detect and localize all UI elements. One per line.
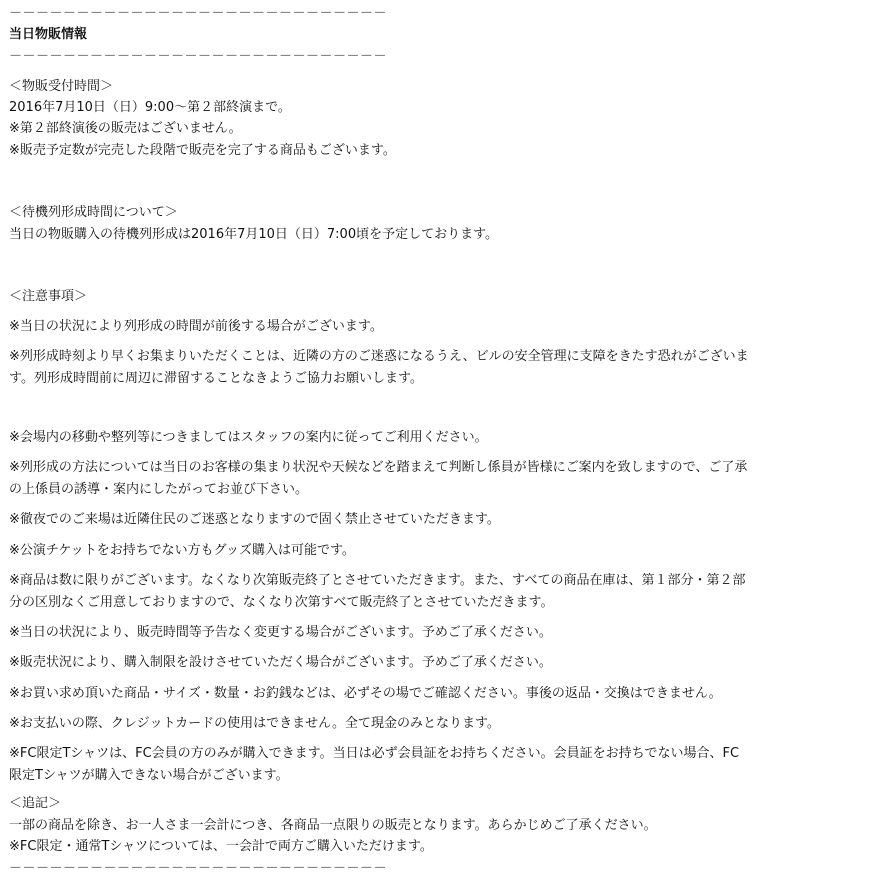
notes-line: ※会場内の移動や整列等につきましてはスタッフの案内に従ってご利用ください。: [9, 430, 488, 445]
notes-line: ※商品は数に限りがございます。なくなり次第販売終了とさせていただきます。また、すべての商品在庫は、第１部分・第２部: [9, 573, 746, 588]
notes-heading: ＜注意事項＞: [9, 289, 88, 304]
separator-top: －－－－－－－－－－－－－－－－－－－－－－－－－－－－: [9, 6, 388, 21]
notes-line: ※当日の状況により、販売時間等予告なく変更する場合がございます。予めご了承ください。: [9, 625, 552, 640]
sales-time-line: 2016年7月10日（日）9:00〜第２部終演まで。: [9, 100, 291, 115]
sales-time-line: ※第２部終演後の販売はございません。: [9, 121, 242, 136]
notes-line: 分の区別なくご用意しておりますので、なくなり次第すべて販売終了とさせていただきます。: [9, 595, 554, 610]
notes-line: ※徹夜でのご来場は近隣住民のご迷惑となりますので固く禁止させていただきます。: [9, 512, 500, 527]
notes-line: 限定Tシャツが購入できない場合がございます。: [9, 768, 289, 783]
notes-line: ※公演チケットをお持ちでない方もグッズ購入は可能です。: [9, 543, 355, 558]
notes-line: の上係員の誘導・案内にしたがってお並び下さい。: [9, 482, 309, 497]
notes-line: ※お買い求め頂いた商品・サイズ・数量・お釣銭などは、必ずその場でご確認ください。事後の返品・交換はできません。: [9, 686, 722, 701]
notes-line: ※列形成時刻より早くお集まりいただくことは、近隣の方のご迷惑になるうえ、ビルの安全管理に支障をきたす恐れがございま: [9, 349, 749, 364]
postscript-line: 一部の商品を除き、お一人さま一会計につき、各商品一点限りの販売となります。あらかじめご了承ください。: [9, 818, 657, 833]
notes-line: ※FC限定Tシャツは、FC会員の方のみが購入できます。当日は必ず会員証をお持ちください。会員証をお持ちでない場合、FC: [9, 746, 740, 761]
page-title: 当日物販情報: [9, 27, 88, 42]
sales-time-heading: ＜物販受付時間＞: [9, 79, 114, 94]
separator-under-title: －－－－－－－－－－－－－－－－－－－－－－－－－－－－: [9, 49, 388, 64]
separator-bottom: －－－－－－－－－－－－－－－－－－－－－－－－－－－－: [9, 861, 388, 876]
sales-time-line: ※販売予定数が完売した段階で販売を完了する商品もございます。: [9, 143, 396, 158]
queue-time-heading: ＜待機列形成時間について＞: [9, 205, 178, 220]
notes-line: す。列形成時間前に周辺に滞留することなきようご協力お願いします。: [9, 371, 423, 386]
queue-time-line: 当日の物販購入の待機列形成は2016年7月10日（日）7:00頃を予定しております。: [9, 227, 499, 242]
notes-line: ※販売状況により、購入制限を設けさせていただく場合がございます。予めご了承ください。: [9, 655, 552, 670]
notes-line: ※列形成の方法については当日のお客様の集まり状況や天候などを踏まえて判断し係員が皆様にご案内を致しますので、ご了承: [9, 460, 748, 475]
postscript-heading: ＜追記＞: [9, 796, 62, 811]
notes-line: ※お支払いの際、クレジットカードの使用はできません。全て現金のみとなります。: [9, 716, 500, 731]
notes-line: ※当日の状況により列形成の時間が前後する場合がございます。: [9, 319, 383, 334]
postscript-line: ※FC限定・通常Tシャツについては、一会計で両方ご購入いただけます。: [9, 839, 433, 854]
